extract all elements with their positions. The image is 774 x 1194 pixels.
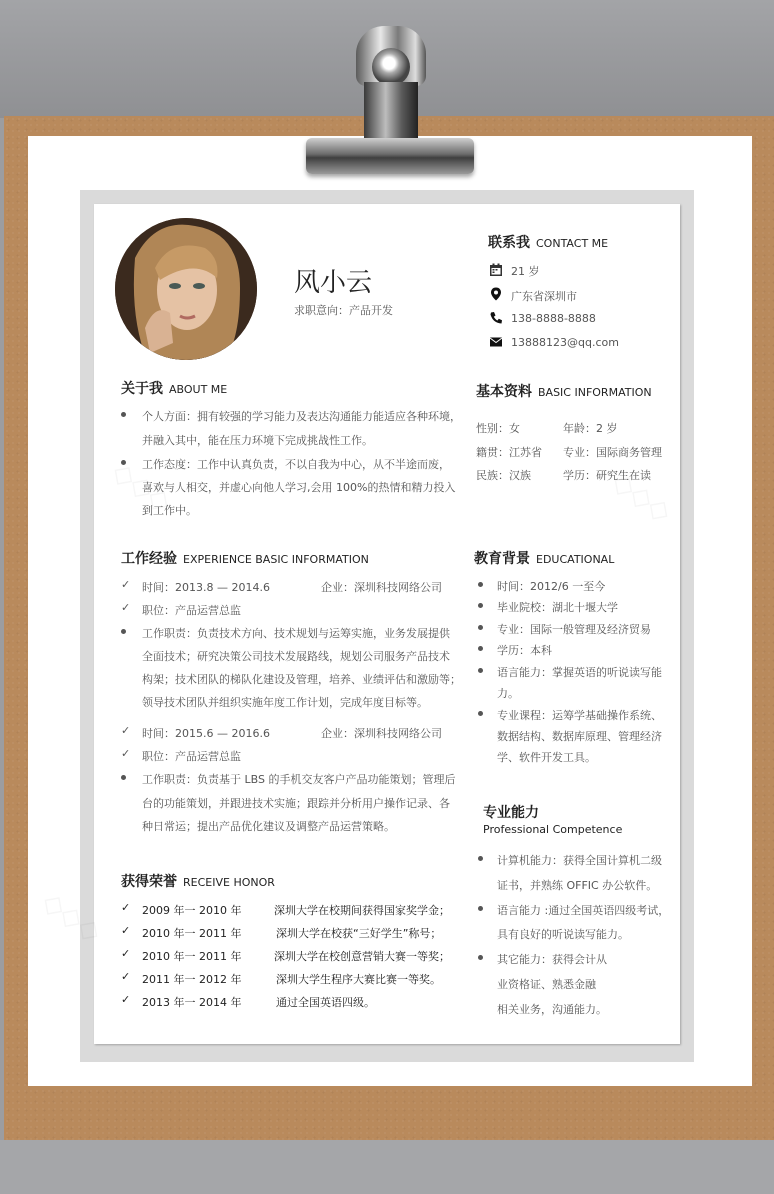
education-language: 语言能力：掌握英语的听说读写能: [497, 666, 662, 679]
check-icon: ✓: [121, 901, 131, 914]
check-icon: ✓: [121, 970, 131, 983]
education-courses: 专业课程：运筹学基础操作系统、: [497, 709, 662, 722]
contact-heading: [488, 232, 608, 252]
contact-title-en: CONTACT ME: [536, 237, 609, 250]
bullet: [121, 629, 126, 634]
education-courses-cont: 数据结构、数据库原理、管理经济: [497, 730, 662, 743]
mail-icon: [489, 335, 503, 349]
honor-award: 深圳大学在校获“三好学生”称号；: [276, 927, 442, 940]
job-position: 职位：产品运营总监: [142, 750, 241, 763]
basic-ethnicity: 民族：汉族: [476, 469, 531, 482]
about-line: 喜欢与人相交，并虚心向他人学习,会用 100%的热情和精力投入: [142, 481, 456, 494]
skills-title-en: Professional Competence: [483, 823, 623, 836]
basic-heading: [476, 381, 652, 401]
honor-period: 2009 年一 2010 年: [142, 904, 242, 917]
honor-period: 2013 年一 2014 年: [142, 996, 242, 1009]
education-courses-cont: 学、软件开发工具。: [497, 751, 596, 764]
job-duty-line: 种日常运；提出产品优化建议及调整产品运营策略。: [142, 820, 395, 833]
bullet: [121, 775, 126, 780]
experience-title-cn: 工作经验: [121, 551, 177, 567]
job-intent: 求职意向：产品开发: [294, 304, 393, 317]
candidate-name: 风小云: [294, 268, 373, 298]
honor-award: 深圳大学生程序大赛比赛一等奖。: [276, 973, 441, 986]
basic-major: 专业：国际商务管理: [563, 446, 662, 459]
contact-email: 13888123@qq.com: [511, 336, 619, 349]
portrait-photo-icon: [115, 218, 257, 360]
skill-line: 其它能力：获得会计从: [497, 953, 607, 966]
skill-line: 具有良好的听说读写能力。: [497, 928, 629, 941]
skills-title-cn: 专业能力: [483, 805, 539, 821]
job-duty-line: 台的功能策划，并跟进技术实施；跟踪并分析用户操作记录、各: [142, 797, 450, 810]
job-duty-line: 工作职责：负责基于 LBS 的手机交友客户产品功能策划；管理后: [142, 773, 456, 786]
education-degree: 学历：本科: [497, 644, 552, 657]
bullet: [121, 460, 126, 465]
honor-period: 2010 年一 2011 年: [142, 950, 242, 963]
basic-title-cn: 基本资料: [476, 384, 532, 400]
avatar: [115, 218, 257, 360]
bullet: [478, 668, 483, 673]
job-time: 时间：2013.8 — 2014.6: [142, 581, 270, 594]
about-line: 工作态度：工作中认真负责，不以自我为中心，从不半途而废，: [142, 458, 450, 471]
honor-award: 深圳大学在校创意营销大赛一等奖；: [274, 950, 450, 963]
skill-line: 证书，并熟练 OFFIC 办公软件。: [497, 879, 658, 892]
binder-clip-icon: [306, 26, 474, 176]
job-company: 企业：深圳科技网络公司: [321, 581, 442, 594]
check-icon: ✓: [121, 924, 131, 937]
basic-gender: 性别：女: [476, 422, 520, 435]
contact-phone: 138-8888-8888: [511, 312, 596, 325]
skill-line: 相关业务，沟通能力。: [497, 1003, 607, 1016]
education-school: 毕业院校：湖北十堰大学: [497, 601, 618, 614]
bullet: [478, 955, 483, 960]
contact-title-cn: 联系我: [488, 235, 530, 251]
education-heading: [474, 548, 614, 568]
contact-age: 21 岁: [511, 265, 540, 278]
honor-award: 通过全国英语四级。: [276, 996, 375, 1009]
bullet: [478, 711, 483, 716]
experience-title-en: EXPERIENCE BASIC INFORMATION: [183, 553, 369, 566]
bullet: [478, 856, 483, 861]
contact-location: 广东省深圳市: [511, 290, 577, 303]
check-icon: ✓: [121, 724, 131, 737]
basic-degree: 学历：研究生在读: [563, 469, 651, 482]
education-title-cn: 教育背景: [474, 551, 530, 567]
phone-icon: [489, 311, 503, 325]
job-time: 时间：2015.6 — 2016.6: [142, 727, 270, 740]
bullet: [478, 625, 483, 630]
basic-age: 年龄：2 岁: [563, 422, 618, 435]
education-title-en: EDUCATIONAL: [536, 553, 615, 566]
education-time: 时间：2012/6 一至今: [497, 580, 606, 593]
skill-line: 语言能力 :通过全国英语四级考试，: [497, 904, 670, 917]
job-duty-line: 领导技术团队并组织实施年度工作计划，完成年度目标等。: [142, 696, 428, 709]
honor-period: 2011 年一 2012 年: [142, 973, 242, 986]
skill-line: 计算机能力：获得全国计算机二级: [497, 854, 662, 867]
about-title-cn: 关于我: [121, 381, 163, 397]
about-line: 到工作中。: [142, 504, 197, 517]
job-duty-line: 工作职责：负责技术方向、技术规划与运筹实施，业务发展提供: [142, 627, 450, 640]
about-line: 并融入其中，能在压力环境下完成挑战性工作。: [142, 434, 373, 447]
calendar-icon: [489, 263, 503, 277]
basic-title-en: BASIC INFORMATION: [538, 386, 652, 399]
education-language-cont: 力。: [497, 687, 519, 700]
wall-background-bottom: [0, 1140, 774, 1194]
check-icon: ✓: [121, 601, 131, 614]
location-pin-icon: [489, 287, 503, 301]
basic-hometown: 籍贯：江苏省: [476, 446, 542, 459]
bullet: [478, 582, 483, 587]
honors-heading: [121, 871, 275, 891]
job-company: 企业：深圳科技网络公司: [321, 727, 442, 740]
job-position: 职位：产品运营总监: [142, 604, 241, 617]
honors-title-en: RECEIVE HONOR: [183, 876, 275, 889]
education-major: 专业：国际一般管理及经济贸易: [497, 623, 651, 636]
check-icon: ✓: [121, 947, 131, 960]
honors-title-cn: 获得荣誉: [121, 874, 177, 890]
check-icon: ✓: [121, 993, 131, 1006]
honor-award: 深圳大学在校期间获得国家奖学金；: [274, 904, 450, 917]
about-title-en: ABOUT ME: [169, 383, 228, 396]
skill-line: 业资格证、熟悉金融: [497, 978, 596, 991]
bullet: [478, 603, 483, 608]
about-heading: [121, 378, 227, 398]
check-icon: ✓: [121, 578, 131, 591]
about-line: 个人方面：拥有较强的学习能力及表达沟通能力能适应各种环境，: [142, 410, 461, 423]
job-duty-line: 全面技术；研究决策公司技术发展路线，规划公司服务产品技术: [142, 650, 450, 663]
experience-heading: [121, 548, 369, 568]
bullet: [121, 412, 126, 417]
job-duty-line: 构架；技术团队的梯队化建设及管理，培养、业绩评估和激励等；: [142, 673, 461, 686]
bullet: [478, 646, 483, 651]
honor-period: 2010 年一 2011 年: [142, 927, 242, 940]
check-icon: ✓: [121, 747, 131, 760]
bullet: [478, 906, 483, 911]
